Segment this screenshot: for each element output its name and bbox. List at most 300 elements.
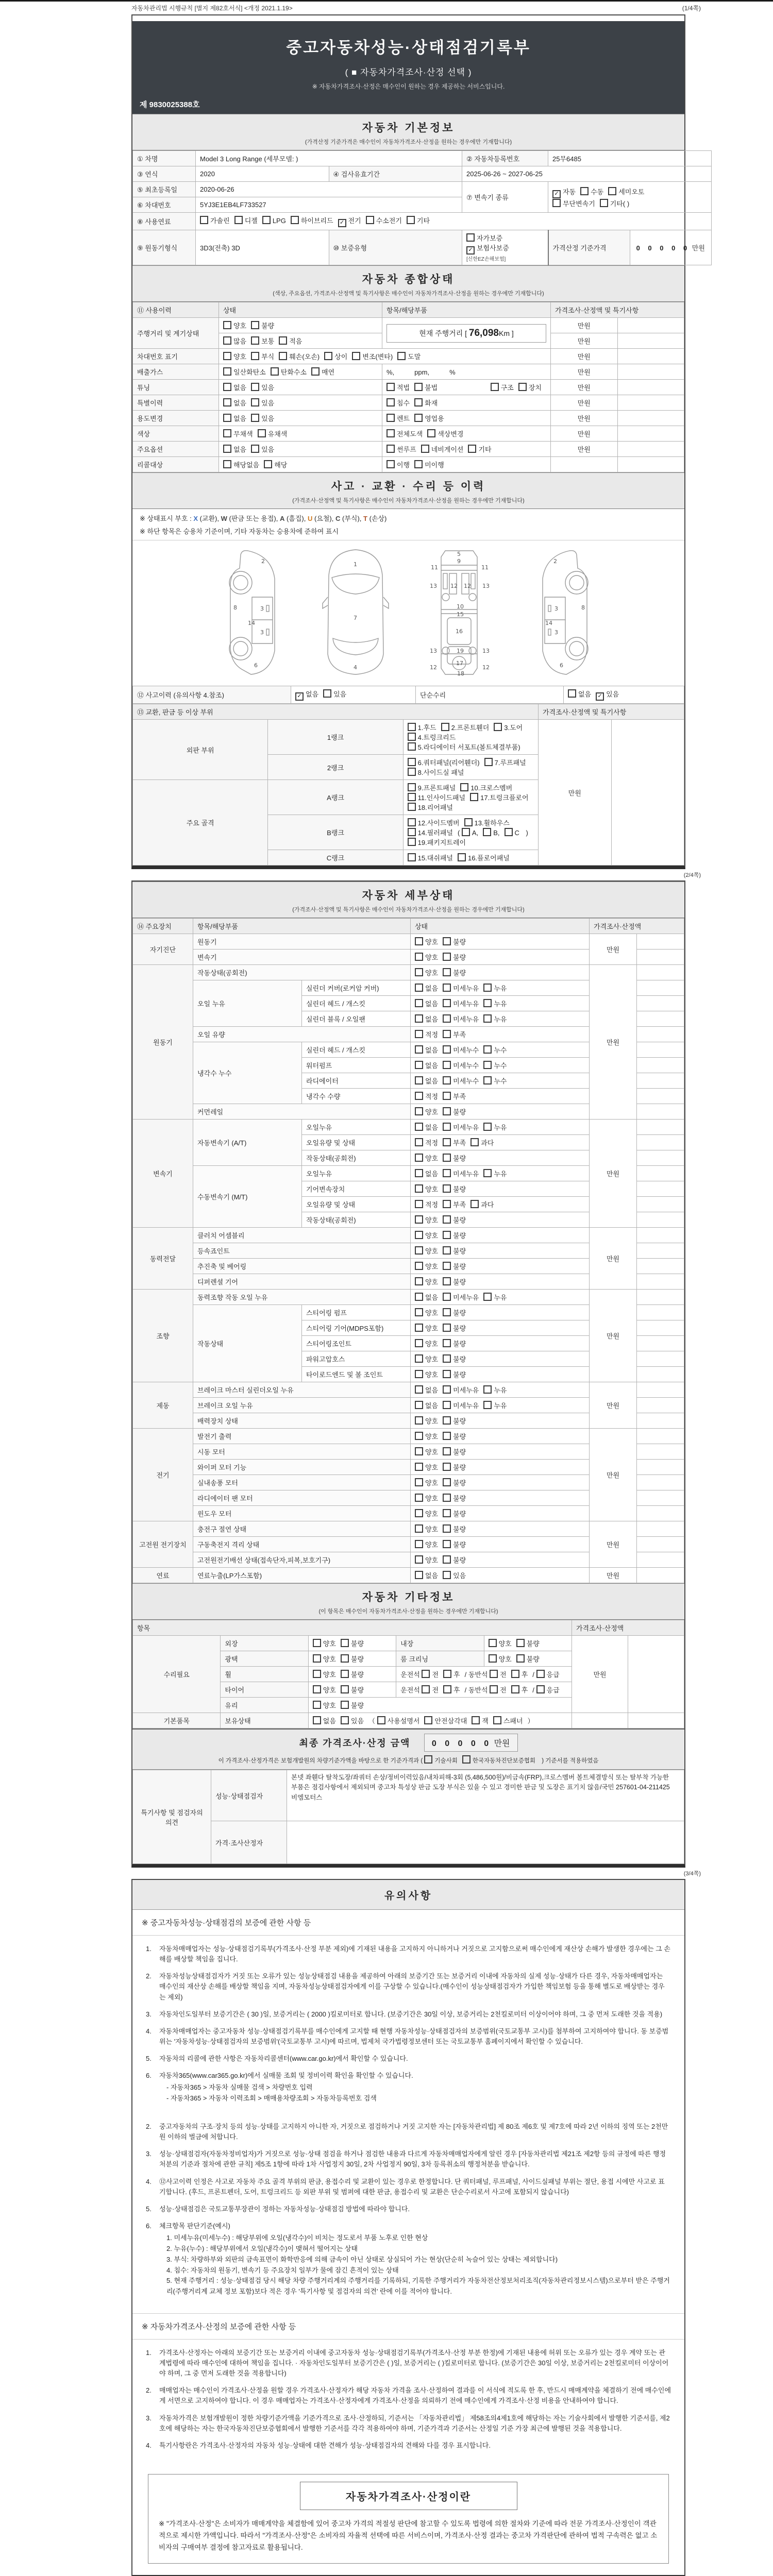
checkbox-option[interactable]: 없음: [415, 1570, 438, 1580]
checkbox-option[interactable]: 양호: [415, 1107, 438, 1116]
checkbox-option[interactable]: 17.트렁크플로어: [470, 792, 528, 802]
checkbox-option[interactable]: 없음: [415, 1060, 438, 1070]
checkbox-option[interactable]: 없음: [223, 444, 246, 454]
table-cell: [411, 1181, 590, 1197]
checkbox-option[interactable]: 양호: [415, 1416, 438, 1426]
checkbox-option[interactable]: 불량: [443, 1246, 466, 1256]
checkbox-option[interactable]: 양호: [415, 1354, 438, 1364]
checkbox-option[interactable]: 후: [511, 1685, 528, 1694]
checkbox-option[interactable]: 미세누유: [443, 1168, 479, 1178]
checkbox-option[interactable]: 있음: [341, 1716, 364, 1725]
table-cell: 2025-06-26 ~ 2027-06-25: [462, 166, 712, 182]
checkbox-option[interactable]: 불량: [443, 1539, 466, 1549]
checkbox-option[interactable]: 양호: [313, 1669, 336, 1679]
checkbox-option[interactable]: 양호: [223, 320, 246, 330]
checkbox-option[interactable]: 보통: [251, 336, 274, 346]
checkbox-option[interactable]: B,: [483, 828, 499, 837]
table-cell: [219, 426, 382, 442]
notice-item: 6. 자동차365(www.car365.go.kr)에서 실매물 조회 및 정비이력 확인을 확인할 수 있습니다. - 자동차365 > 자동차 실매물 검색 > 차량번호 입력 - 자동차365 > 자동차 이력조회 > 매매용차량조회 > 자동차등록번호 검색: [146, 2072, 413, 2103]
svg-text:3: 3: [554, 629, 558, 636]
checkbox-option[interactable]: 미세누유: [443, 1122, 479, 1132]
table-cell: [611, 720, 684, 866]
checkbox-option[interactable]: 하이브리드: [291, 215, 333, 225]
checkbox-option[interactable]: 양호: [415, 1308, 438, 1317]
table-cell: 가격조사·산정액 및 특기사항: [539, 704, 684, 720]
checkbox-option[interactable]: 전: [422, 1685, 439, 1694]
table-cell: ⑦ 변속기 종류: [462, 182, 548, 213]
checkbox-option[interactable]: 양호: [489, 1654, 512, 1664]
etc-note: (이 항목은 매수인이 자동차가격조사·산정을 원하는 경우에만 기재합니다): [318, 1608, 498, 1615]
checkbox-option[interactable]: 후: [443, 1669, 460, 1679]
checkbox-option[interactable]: ✓ 보험사보증: [466, 243, 509, 255]
table-cell: 조향: [133, 1290, 193, 1382]
table-cell: [411, 1197, 590, 1212]
checkbox-option[interactable]: 영업용: [414, 413, 444, 423]
checkbox-option[interactable]: 전: [490, 1685, 507, 1694]
checkbox-option[interactable]: 양호: [313, 1638, 336, 1648]
table-cell: [628, 1713, 684, 1728]
detail-title: 자동차 세부상태: [362, 890, 455, 902]
checkbox-option[interactable]: 불량: [443, 1478, 466, 1487]
checkbox-option[interactable]: 불량: [341, 1654, 364, 1664]
checkbox-option[interactable]: 부족: [443, 1091, 466, 1101]
checkbox-option[interactable]: 적정: [415, 1029, 438, 1039]
checkbox-option[interactable]: 적음: [279, 336, 302, 346]
checkbox-option[interactable]: 양호: [415, 1338, 438, 1348]
checkbox-option[interactable]: 불량: [443, 1416, 466, 1426]
checkbox-option[interactable]: 없음: [415, 1122, 438, 1132]
table-cell: [548, 182, 712, 213]
checkbox-option[interactable]: ✓ 없음: [295, 689, 318, 701]
checkbox-option[interactable]: 기술사회: [424, 1755, 457, 1765]
checkbox-option[interactable]: 없음: [415, 1076, 438, 1086]
checkbox-option[interactable]: 양호: [415, 952, 438, 962]
table-cell: 오일 누유: [193, 980, 302, 1027]
table-cell: 작동상태(공회전): [302, 1212, 411, 1228]
checkbox-option[interactable]: 13.휠하우스: [464, 818, 510, 827]
table-cell: 상태: [411, 919, 590, 934]
checkbox-option[interactable]: 디젤: [234, 215, 258, 225]
checkbox-option[interactable]: 후: [511, 1669, 528, 1679]
table-cell: [411, 1150, 590, 1166]
checkbox-option[interactable]: 10.크로스멤버: [460, 783, 512, 792]
checkbox-option[interactable]: 없음: [313, 1716, 336, 1725]
checkbox-option[interactable]: 양호: [415, 1215, 438, 1225]
svg-text:7: 7: [353, 615, 357, 621]
checkbox-option[interactable]: 렌트: [386, 413, 410, 423]
checkbox-option[interactable]: 불량: [443, 1447, 466, 1456]
table-cell: [637, 1150, 684, 1166]
checkbox-option[interactable]: 불량: [443, 1107, 466, 1116]
checkbox-option[interactable]: 있음: [251, 444, 274, 454]
table-cell: 충전구 절연 상태: [193, 1521, 411, 1537]
checkbox-option[interactable]: 불량: [516, 1638, 540, 1648]
checkbox-option[interactable]: 네비게이션: [421, 444, 464, 454]
notice-item: 1. 가격조사·산정자는 아래의 보증기간 또는 보증거리 이내에 중고자동차 성능·상태점검기록부(가격조사·산정 부분 한정)에 기재된 내용에 허위 또는 오류가 있는 경우 계약 또는 관계법령에 따라 매수인에 대하여 책임을 집니다. · 자동차인도일부터 보증기간은 ( )일, 보증거리는 ( )킬로미터로 합니다. (보증기간은 30일 이상, 보증거리는 2천킬로미터 이상이어야 하며, 그 중 먼저 도래한 것을 적용합니다): [146, 2348, 669, 2378]
checkbox-option[interactable]: 양호: [313, 1654, 336, 1664]
table-cell: [219, 411, 382, 426]
table-cell: 만원: [551, 318, 618, 333]
checkbox-option[interactable]: 불량: [443, 1261, 466, 1271]
table-cell: 작동상태(공회전): [193, 965, 411, 980]
checkbox-option[interactable]: 불법: [414, 382, 438, 392]
checkbox-option[interactable]: 과다: [470, 1138, 494, 1147]
checkbox-option[interactable]: 후: [443, 1685, 460, 1694]
checkbox-option[interactable]: 부족: [443, 1029, 466, 1039]
table-cell: 광택: [221, 1651, 308, 1667]
checkbox-option[interactable]: 불량: [443, 1354, 466, 1364]
checkbox-option[interactable]: ✓ 전기: [338, 215, 361, 227]
checkbox-option[interactable]: 누유: [483, 998, 507, 1008]
checkbox-option[interactable]: 누유: [483, 983, 507, 993]
checkbox-option[interactable]: 부족: [443, 1138, 466, 1147]
checkbox-option[interactable]: 누유: [483, 1385, 507, 1395]
checkbox-option[interactable]: 변조(변타): [352, 351, 393, 361]
checkbox-option[interactable]: 해당: [264, 460, 287, 469]
checkbox-option[interactable]: 7.루프패널: [484, 757, 526, 767]
checkbox-option[interactable]: 양호: [313, 1700, 336, 1710]
checkbox-option[interactable]: 9.프론트패널: [408, 783, 456, 792]
checkbox-option[interactable]: 안전삼각대: [424, 1716, 467, 1725]
table-cell: 0 0 0 0 0 만원: [630, 230, 712, 265]
checkbox-option[interactable]: 불량: [443, 1462, 466, 1472]
checkbox-option[interactable]: 미세누수: [443, 1045, 479, 1055]
checkbox-option[interactable]: 불량: [443, 1431, 466, 1441]
checkbox-option[interactable]: 일산화탄소: [223, 367, 266, 377]
checkbox-option[interactable]: 무채색: [223, 429, 253, 438]
checkbox-option[interactable]: 없음: [415, 1400, 438, 1410]
detail-header: [132, 882, 684, 918]
checkbox-option[interactable]: 누유: [483, 1168, 507, 1178]
checkbox-option[interactable]: 없음: [415, 998, 438, 1008]
checkbox-option[interactable]: 양호: [415, 1447, 438, 1456]
checkbox-option[interactable]: 응급: [536, 1685, 560, 1694]
table-row: [133, 1620, 684, 1636]
checkbox-option[interactable]: 없음: [415, 1385, 438, 1395]
checkbox-option[interactable]: 자가보증: [466, 233, 502, 243]
checkbox-option[interactable]: 불량: [443, 952, 466, 962]
accident-note: (가격조사·산정액 및 특기사항은 매수인이 자동차가격조사·산정을 원하는 경우에만 기재합니다): [292, 498, 525, 504]
checkbox-option[interactable]: 없음: [223, 382, 246, 392]
checkbox-option[interactable]: 15.대쉬패널: [408, 853, 453, 862]
svg-text:12: 12: [429, 664, 437, 671]
checkbox-option[interactable]: 양호: [313, 1685, 336, 1694]
checkbox-option[interactable]: 5.라디에이터 서포트(볼트체결부품): [408, 742, 520, 752]
accident-header: [132, 472, 684, 509]
checkbox-option[interactable]: 11.인사이드패널: [408, 792, 465, 802]
checkbox-option[interactable]: 없음: [415, 1168, 438, 1178]
checkbox-option[interactable]: 미세누유: [443, 1014, 479, 1024]
checkbox-option[interactable]: 불량: [443, 1369, 466, 1379]
notice-title: 유의사항: [132, 1880, 684, 1910]
checkbox-option[interactable]: 1.후드: [408, 722, 436, 732]
inline-text: ）: [527, 1717, 534, 1725]
table-cell: 내장: [396, 1636, 484, 1651]
detail-row: [133, 1429, 684, 1444]
checkbox-option[interactable]: 양호: [415, 1509, 438, 1518]
checkbox-option[interactable]: 양호: [415, 1555, 438, 1565]
checkbox-option[interactable]: 부족: [443, 1199, 466, 1209]
checkbox-option[interactable]: 미세누수: [443, 1076, 479, 1086]
checkbox-option[interactable]: 16.플로어패널: [458, 853, 510, 862]
table-cell: ⑤ 최초등록일: [133, 182, 196, 197]
checkbox-option[interactable]: 12.사이드멤버: [408, 818, 460, 827]
checkbox-option[interactable]: 4.트렁크리드: [408, 732, 456, 742]
checkbox-option[interactable]: 무단변속기: [552, 198, 595, 208]
checkbox-option[interactable]: 누수: [483, 1076, 507, 1086]
checkbox-option[interactable]: 적정: [415, 1091, 438, 1101]
table-cell: [411, 1521, 590, 1537]
basic-info-note: (가격산정 기준가격은 매수인이 자동차가격조사·산정을 원하는 경우에만 기재합니다): [305, 139, 512, 145]
checkbox-option[interactable]: 불량: [443, 1230, 466, 1240]
checkbox-option[interactable]: 적정: [415, 1199, 438, 1209]
checkbox-option[interactable]: 불량: [341, 1669, 364, 1679]
checkbox-option[interactable]: 상이: [324, 351, 347, 361]
table-cell: 룸 크리닝: [396, 1651, 484, 1667]
checkbox-option[interactable]: 불량: [443, 1493, 466, 1503]
checkbox-option[interactable]: 전: [490, 1669, 507, 1679]
checkbox-option[interactable]: 있음: [251, 382, 274, 392]
checkbox-option[interactable]: 응급: [536, 1669, 560, 1679]
table-cell: 만원: [551, 395, 618, 411]
checkbox-option[interactable]: 많음: [223, 336, 246, 346]
checkbox-option[interactable]: 8.사이드실 패널: [408, 767, 464, 777]
checkbox-option[interactable]: 스패너: [493, 1716, 523, 1725]
checkbox-option[interactable]: 없음: [415, 1014, 438, 1024]
checkbox-option[interactable]: 장치: [518, 382, 542, 392]
table-cell: 원동기: [133, 965, 193, 1120]
checkbox-option[interactable]: 불량: [443, 1184, 466, 1194]
checkbox-option[interactable]: 불량: [443, 1338, 466, 1348]
checkbox-option[interactable]: 양호: [415, 1493, 438, 1503]
notice-item: 3. 자동차인도일부터 보증기간은 ( 30 )일, 보증거리는 ( 2000 )킬로미터로 합니다. (보증기간은 30일 이상, 보증거리는 2천킬로미터 이상이어야 하며, 그 중 먼저 도래한 것을 적용): [146, 2010, 663, 2018]
table-cell: 외판 부위: [133, 720, 268, 780]
table-cell: [411, 1135, 590, 1150]
table-cell: 만원: [590, 934, 637, 965]
checkbox-option[interactable]: 양호: [415, 1478, 438, 1487]
checkbox-option[interactable]: 양호: [415, 1539, 438, 1549]
checkbox-option[interactable]: 양호: [415, 1246, 438, 1256]
checkbox-option[interactable]: 없음: [568, 689, 591, 699]
checkbox-option[interactable]: ✓ 있음: [596, 689, 619, 701]
checkbox-option[interactable]: 부식: [251, 351, 274, 361]
checkbox-option[interactable]: 잭: [472, 1716, 489, 1725]
table-cell: 본넷 좌휀다 탈착도장/좌쿼터 손상/정비이력있음/내차피해-3회 (5,486,500원)/비금속(FRP),크로스멤버 볼트체결방식 또는 탈부착 가능한 부품은 점검사항에서 제외되며 중고차 특성상 판금 도장 부식은 있을 수 있고 경미한 판금 및 도장은 표기치 않음/국민 257601-04-211425 비엠모터스: [287, 1770, 684, 1821]
table-cell: [219, 395, 382, 411]
table-cell: C랭크: [268, 850, 403, 866]
checkbox-option[interactable]: 불량: [443, 1555, 466, 1565]
checkbox-option[interactable]: 불량: [443, 1215, 466, 1225]
checkbox-option[interactable]: 전체도색: [386, 429, 423, 438]
checkbox-option[interactable]: LPG: [262, 216, 286, 225]
checkbox-option[interactable]: 적법: [386, 382, 410, 392]
checkbox-option[interactable]: 3.도어: [494, 722, 523, 732]
checkbox-option[interactable]: 양호: [415, 968, 438, 977]
checkbox-option[interactable]: 미세누유: [443, 1385, 479, 1395]
final-price-label: 최종 가격조사·산정 금액: [299, 1738, 411, 1749]
checkbox-option[interactable]: 미세누유: [443, 983, 479, 993]
table-cell: 25무6485: [548, 151, 712, 166]
checkbox-option[interactable]: 미세누유: [443, 1400, 479, 1410]
checkbox-option[interactable]: 19.패키지트레이: [408, 837, 466, 847]
svg-text:2: 2: [553, 558, 557, 565]
checkbox-option[interactable]: 미세누유: [443, 998, 479, 1008]
checkbox-option[interactable]: 불량: [443, 968, 466, 977]
checkbox-option[interactable]: 사용설명서: [377, 1716, 420, 1725]
checkbox-option[interactable]: 양호: [415, 1462, 438, 1472]
checkbox-option[interactable]: 있음: [323, 689, 346, 699]
checkbox-option[interactable]: 침수: [386, 398, 410, 408]
checkbox-option[interactable]: 불량: [443, 937, 466, 946]
checkbox-option[interactable]: 없음: [415, 1045, 438, 1055]
svg-text:4: 4: [353, 664, 357, 671]
table-cell: [411, 1336, 590, 1351]
checkbox-option[interactable]: 화재: [414, 398, 438, 408]
checkbox-option[interactable]: 있음: [251, 398, 274, 408]
svg-text:11: 11: [430, 564, 438, 571]
checkbox-option[interactable]: 양호: [415, 1261, 438, 1271]
checkbox-option[interactable]: 불량: [443, 1509, 466, 1518]
checkbox-option[interactable]: 양호: [415, 937, 438, 946]
checkbox-option[interactable]: 불량: [251, 320, 274, 330]
checkbox-option[interactable]: 적정: [415, 1138, 438, 1147]
table-cell: 원동기: [193, 934, 411, 950]
checkbox-option[interactable]: C: [505, 828, 519, 837]
checkbox-option[interactable]: A,: [462, 828, 478, 837]
checkbox-option[interactable]: 2.프론트휀더: [441, 722, 490, 732]
checkbox-option[interactable]: 없음: [415, 1292, 438, 1302]
checkbox-option[interactable]: 해당없음: [223, 460, 259, 469]
checkbox-option[interactable]: 양호: [415, 1431, 438, 1441]
checkbox-option[interactable]: 누수: [483, 1045, 507, 1055]
checkbox-option[interactable]: 미세누수: [443, 1060, 479, 1070]
legend-note: ※ 하단 항목은 승용차 기준이며, 기타 자동차는 승용차에 준하여 표시: [140, 528, 339, 535]
checkbox-option[interactable]: 전: [422, 1669, 439, 1679]
checkbox-option[interactable]: 수동: [580, 187, 603, 196]
checkbox-option[interactable]: 양호: [415, 1524, 438, 1534]
table-cell: 외장: [221, 1636, 308, 1651]
checkbox-option[interactable]: 불량: [443, 1524, 466, 1534]
checkbox-option[interactable]: 이행: [386, 460, 410, 469]
checkbox-option[interactable]: 한국자동차진단보증협회: [462, 1755, 535, 1765]
checkbox-option[interactable]: 도말: [397, 351, 421, 361]
checkbox-option[interactable]: 양호: [415, 1369, 438, 1379]
checkbox-option[interactable]: 불량: [341, 1685, 364, 1694]
checkbox-option[interactable]: 누유: [483, 1014, 507, 1024]
table-cell: [637, 965, 684, 980]
checkbox-option[interactable]: 없음: [223, 413, 246, 423]
checkbox-option[interactable]: 기타( ): [600, 198, 629, 208]
table-cell: [411, 1537, 590, 1552]
table-cell: A랭크: [268, 780, 403, 815]
checkbox-option[interactable]: 불량: [443, 1153, 466, 1163]
checkbox-option[interactable]: 가솔린: [200, 215, 230, 225]
checkbox-option[interactable]: 누수: [483, 1060, 507, 1070]
svg-text:9: 9: [457, 558, 461, 565]
checkbox-option[interactable]: 양호: [223, 351, 246, 361]
table-cell: 냉각수 수량: [302, 1089, 411, 1104]
checkbox-option[interactable]: 누유: [483, 1122, 507, 1132]
checkbox-option[interactable]: 양호: [415, 1323, 438, 1333]
checkbox-option[interactable]: 불량: [341, 1700, 364, 1710]
table-cell: [411, 1274, 590, 1290]
table-cell: [411, 1058, 590, 1073]
svg-text:14: 14: [545, 620, 552, 626]
checkbox-option[interactable]: 있음: [443, 1570, 466, 1580]
table-row: [133, 457, 684, 472]
table-cell: 작동상태: [193, 1305, 302, 1382]
notice-item: 2. 중고자동차의 구조·장치 등의 성능·상태를 고지하지 아니한 자, 거짓으로 점검하거나 거짓 고지한 자는 [자동차관리법] 제 80조 제6호 및 제7호에 따라 2년 이하의 징역 또는 2천만원 이하의 벌금에 처합니다.: [146, 2123, 668, 2141]
checkbox-option[interactable]: 미세누유: [443, 1292, 479, 1302]
checkbox-option[interactable]: 유채색: [258, 429, 288, 438]
svg-text:12: 12: [450, 583, 458, 589]
checkbox-option[interactable]: 매연: [311, 367, 334, 377]
checkbox-option[interactable]: 없음: [415, 983, 438, 993]
checkbox-option[interactable]: 훼손(오손): [279, 351, 320, 361]
checkbox-option[interactable]: 양호: [489, 1638, 512, 1648]
checkbox-option[interactable]: 썬루프: [386, 444, 416, 454]
table-cell: [411, 1259, 590, 1274]
table-cell: 만원: [590, 1228, 637, 1290]
table-cell: 고전원 전기장치: [133, 1521, 193, 1568]
checkbox-option[interactable]: 양호: [415, 1277, 438, 1286]
svg-text:3: 3: [260, 605, 264, 612]
checkbox-option[interactable]: 수소전기: [366, 215, 402, 225]
checkbox-option[interactable]: 18.리어패널: [408, 802, 453, 812]
checkbox-option[interactable]: 불량: [443, 1323, 466, 1333]
checkbox-option[interactable]: 색상변경: [427, 429, 463, 438]
checkbox-option[interactable]: 6.쿼터패널(리어휀더): [408, 757, 480, 767]
table-cell: [219, 349, 551, 364]
table-cell: ⑬ 교환, 판금 등 이상 부위: [133, 704, 539, 720]
svg-text:14: 14: [247, 620, 255, 626]
checkbox-option[interactable]: 기타: [468, 444, 491, 454]
table-cell: [308, 1636, 396, 1651]
checkbox-option[interactable]: 탄화수소: [271, 367, 307, 377]
checkbox-option[interactable]: ✓ 자동: [552, 187, 576, 198]
checkbox-option[interactable]: 기타: [407, 215, 430, 225]
table-cell: 가격산정 기준가격: [548, 230, 630, 265]
checkbox-option[interactable]: 양호: [415, 1153, 438, 1163]
inline-text: （: [368, 1717, 376, 1725]
checkbox-option[interactable]: 양호: [415, 1230, 438, 1240]
table-cell: 시동 모터: [193, 1444, 411, 1460]
checkbox-option[interactable]: 불량: [341, 1638, 364, 1648]
table-cell: [617, 442, 684, 457]
checkbox-option[interactable]: 없음: [223, 398, 246, 408]
checkbox-option[interactable]: 구조: [491, 382, 514, 392]
checkbox-option[interactable]: 있음: [251, 413, 274, 423]
checkbox-option[interactable]: 불량: [443, 1277, 466, 1286]
svg-text:10: 10: [456, 603, 464, 610]
checkbox-option[interactable]: 불량: [443, 1308, 466, 1317]
checkbox-option[interactable]: 양호: [415, 1184, 438, 1194]
checkbox-option[interactable]: 불량: [516, 1654, 540, 1664]
svg-text:13: 13: [429, 648, 437, 654]
checkbox-option[interactable]: 누유: [483, 1400, 507, 1410]
table-cell: 실내송풍 모터: [193, 1475, 411, 1490]
table-cell: [219, 318, 382, 333]
table-cell: 항목: [133, 1620, 572, 1636]
checkbox-option[interactable]: 미이행: [414, 460, 444, 469]
checkbox-option[interactable]: 누유: [483, 1292, 507, 1302]
table-cell: 색상: [133, 426, 219, 442]
table-cell: 발전기 출력: [193, 1429, 411, 1444]
checkbox-option[interactable]: 과다: [470, 1199, 494, 1209]
checkbox-option[interactable]: 세미오토: [608, 187, 644, 196]
table-row: [133, 411, 684, 426]
checkbox-option[interactable]: 14.필러패널: [408, 827, 453, 837]
